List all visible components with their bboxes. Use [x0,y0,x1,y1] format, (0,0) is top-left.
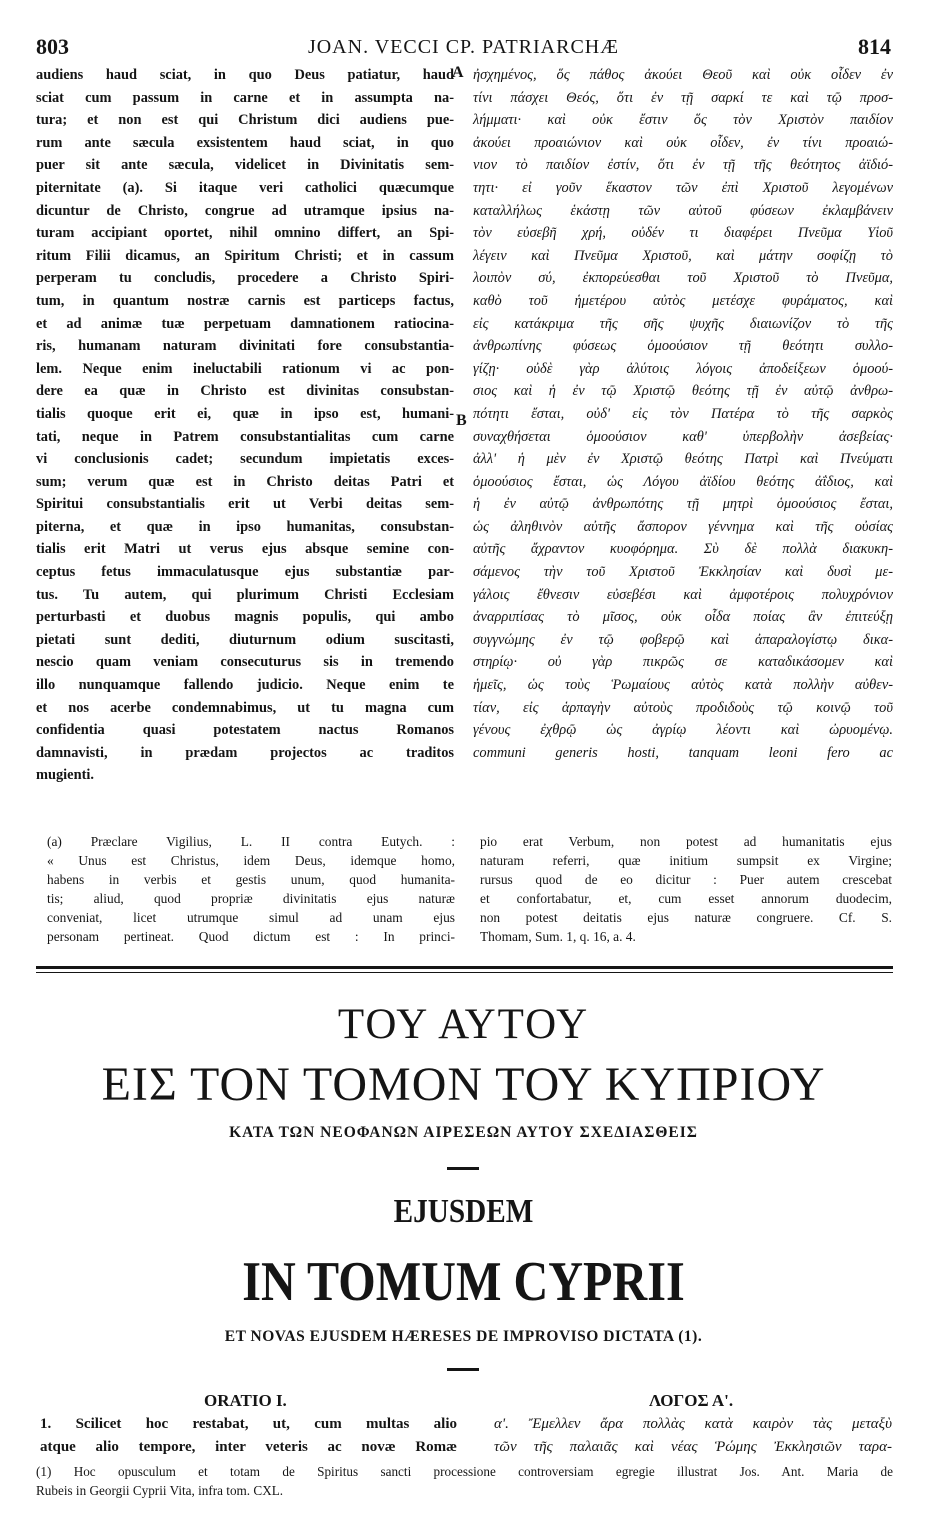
greek-text-line: ἀναρριπίσας τὸ μῖσος, οὐκ οἶδα ποίας ἂν ἐπιτεύξῃ [473,609,893,626]
greek-text-line: λήμματι· καὶ οὐκ ἔστιν ὅς τὸν Χριστὸν παιδίον [473,112,893,129]
latin-text-line: tura; et non est qui Christum dici audiens pue- [36,112,454,129]
latin-text-line: tati, neque in Patrem consubstantialitas cum carne [36,428,454,445]
latin-text-line: illo nunquamque fallendo judicio. Neque enim te [36,677,454,694]
greek-text-line: ἡμεῖς, ὡς τοὺς Ῥωμαίους αὐτὸς κατὰ πολλὴν αὐθεν- [473,677,893,694]
oratio-greek-line: τῶν τῆς παλαιᾶς καὶ νέας Ῥώμης Ἐκκλησιῶν ταρα- [494,1439,892,1455]
greek-text-line: λοιπὸν σύ, ἐκπορεύεσθαι τοῦ Χριστοῦ τὸ Πνεῦμα, [473,270,893,287]
latin-text-line: Spiritui consubstantialis erit ut Verbi deitas sem- [36,496,454,513]
greek-heading-line1: ΤΟΥ ΑΥΤΟΥ [337,1001,590,1048]
greek-text-line: ἀλλ' ἡ μὲν ἐν Χριστῷ θεότης Πατρὶ καὶ Πνεύματι [473,451,893,468]
latin-text-line: audiens haud sciat, in quo Deus patiatur, haud [36,67,454,83]
greek-heading-line3: ΚΑΤΑ ΤΩΝ ΝΕΟΦΑΝΩΝ ΑΙΡΕΣΕΩΝ ΑΥΤΟΥ ΣΧΕΔΙΑΣΘΕΙΣ [229,1124,698,1141]
latin-text-line: confidentia quasi potestatem nactus Romanos [36,722,454,739]
footnote-line: « Unus est Christus, idem Deus, idemque homo, [47,853,455,868]
section-rule-thick [36,966,893,969]
latin-text-line: rum ante sæcula exsistentem haud sciat, in quo [36,134,454,151]
greek-text-line: πότητι ἔσται, οὐδ' εἰς τὸν Πατέρα τὸ τῆς σαρκὸς [473,405,893,422]
greek-text-line: συναχθήσεται ὁμοούσιον καθ' ὑπερβολὴν ἀσεβείας· [473,428,893,445]
greek-text-line: ἡ ἐν αὐτῷ ἀνθρωπότης τῇ μητρὶ ὁμοούσιος ἔσται, [473,496,893,513]
latin-text-line: ceptus fetus immaculatusque ejus substantiæ par- [36,564,454,581]
greek-text-line: εἰς κατάκριμα τῆς σῆς ψυχῆς διαιωνίζον τὸ τῆς [473,315,893,332]
latin-text-line: damnavisti, in prædam projectos ac traditos [36,744,454,761]
latin-heading-line3: ET NOVAS EJUSDEM HÆRESES DE IMPROVISO DICTATA (1). [224,1328,703,1345]
latin-text-line: tum, in quantum nostræ carnis est particeps factus, [36,292,454,309]
oratio-latin-text [40,1413,457,1459]
heading-dash-2 [447,1368,479,1371]
heading-dash [447,1167,479,1170]
footnote-line: tis; aliud, quod propriæ divinitatis ejus naturæ [47,891,455,906]
latin-text-line: puer sit ante sæcula, videlicet in Divinitatis sem- [36,157,454,174]
latin-text-line: tialis quoque erit ei, quæ in ipso est, humani- [36,405,454,422]
running-title: JOAN. VECCI CP. PATRIARCHÆ [307,36,620,58]
greek-text-line: τίνι πάσχει Θεός, ὅτι ἐν τῇ σαρκί τε καὶ τῷ προσ- [473,89,893,106]
latin-text-line: lem. Neque enim ineluctabili rationum vi ac pon- [36,360,454,377]
greek-text-line: νιον τὸ παιδίον ἐστίν, ὅτι ἐν τῇ τῆς θεότητος ἀϊδιό- [473,157,893,174]
latin-text-line: ritum Filii dicamus, an Spiritum Christi; et in cassum [36,247,454,264]
oratio-greek-text [494,1413,892,1459]
greek-text-line: γίζῃ· οὐδὲ γὰρ ἀλύτοις λόγοις ἀποδείξεων ὁμοού- [473,360,893,377]
greek-text-line: καταλλήλως ἑκάστῃ τῶν αὐτοῦ φύσεων ἐκλαμβάνειν [473,202,893,219]
latin-text-line: dere ea quæ in Christo est divinitas consubstan- [36,383,454,400]
greek-text-line: τίαν, εἰς ἁρπαγὴν αὐτοὺς προδιδοὺς τῷ κοινῷ τοῦ [473,699,893,716]
greek-text-line: σάμενος τὴν τοῦ Χριστοῦ Ἐκκλησίαν καὶ δυσὶ με- [473,564,893,581]
latin-text-line: nescio quam veniam consecuturus sis in tremendo [36,654,454,671]
greek-text-line: στηρίῳ· οὐ γὰρ πικρῶς σε καταδικάσομεν καὶ [473,654,893,671]
footnote-line: (a) Præclare Vigilius, L. II contra Eutych. : [47,834,455,849]
oratio-latin-line: 1. Scilicet hoc restabat, ut, cum multas alio [40,1416,457,1432]
latin-heading-line2: IN TOMUM CYPRII [242,1251,685,1313]
greek-text-line: αὐτῆς ἄχραντον κυοφόρημα. Σὺ δὲ πολλὰ διακυκη- [473,541,893,558]
footnote-line: Thomam, Sum. 1, q. 16, a. 4. [480,929,636,944]
page-number-left: 803 [36,34,69,59]
footnote-line: habens in verbis et gestis unum, quod humanita- [47,872,455,887]
footnote-left-column [47,832,455,946]
latin-text-line: pietati sunt dediti, diuturnum odium suscitasti, [36,631,454,648]
greek-text-line: ἀνθρωπίνης φύσεως ὁμοούσιον τῇ θεότητι συλλο- [473,338,893,355]
greek-text-line: ἀκούει προαιώνιον καὶ οὐκ οἶδεν, ἐν τίνι προαιώ- [473,134,893,151]
bottom-footnote-line: (1) Hoc opusculum et totam de Spiritus sancti processione controversiam egregie illustrat Jos. Ant. Maria de [36,1464,893,1479]
footnote-line: conveniat, licet utrumque simul ad unam ejus [47,910,455,925]
latin-text-column [36,64,454,787]
footnote-line: personam pertineat. Quod dictum est : In princi- [47,929,455,944]
greek-text-line: τητι· εἰ γοῦν ἕκαστον τῶν ἐπὶ Χριστοῦ λεγομένων [473,179,893,196]
latin-text-line: mugienti. [36,767,94,784]
margin-letter-a: A [452,64,464,81]
greek-heading-line2: ΕΙΣ ΤΟΝ ΤΟΜΟΝ ΤΟΥ ΚΥΠΡΙΟΥ [101,1058,826,1111]
greek-text-line: λέγειν καὶ Πνεῦμα Χριστοῦ, καὶ μάτην σοφίζῃ τὸ [473,247,893,264]
latin-text-line: vi conclusionis cadet; secundum impietatis exces- [36,451,454,468]
latin-text-line: ris, humanam naturam divinitati fore consubstantia- [36,338,454,355]
latin-text-line: turam accipiant oportet, nihil omnino differt, an Spi- [36,225,454,242]
greek-text-line: γάλοις ἔθνεσιν εὐσεβέσι καὶ ἀμφοτέροις πολυχρόνιον [473,586,893,603]
greek-text-line: ὡς ἀληθινὸν αὐτῆς ἄσπορον γέννημα καὶ τῆς οὐσίας [473,518,893,535]
latin-text-line: et nos acerbe condemnabimus, ut tu magna cum [36,699,454,716]
latin-text-line: et ad animæ tuæ perpetuam damnationem ratiocina- [36,315,454,332]
latin-text-line: perturbasti et duobus magnis populis, qui ambo [36,609,454,626]
footnote-line: naturam referri, quæ initium sumpsit ex Virgine; [480,853,892,868]
margin-letter-b: B [456,412,467,429]
latin-heading-line1: EJUSDEM [393,1193,534,1230]
footnote-right-column [480,832,892,946]
greek-text-line: ἠσχημένος, ὅς πάθος ἀκούει Θεοῦ καὶ οὐκ οἶδεν ἐν [473,67,893,83]
latin-text-line: tialis erit Matri ut verus ejus absque semine con- [36,541,454,558]
latin-text-line: perperam tu concludis, procedere a Christo Spiri- [36,270,454,287]
greek-text-column [473,64,893,764]
footnote-line: pio erat Verbum, non potest ad humanitatis ejus [480,834,892,849]
footnote-line: et confortabatur, et, cum esset annorum duodecim, [480,891,892,906]
greek-text-line: communi generis hosti, tanquam leoni fero ac [473,744,893,761]
oratio-latin-line: atque alio tempore, inter veteris ac novæ Romæ [40,1439,457,1455]
section-rule-thin [36,972,893,973]
greek-text-line: ὁμοούσιος ἔσται, ὡς Λόγου ἀϊδίου θεότης ἀΐδιος, καὶ [473,473,893,490]
oratio-greek-title: ΛΟΓΟΣ Α'. [649,1391,734,1410]
greek-text-line: σιος καὶ ἡ ἐν τῷ Χριστῷ θεότης τῇ ἐν αὐτῷ ἀνθρω- [473,383,893,400]
bottom-footnote-line: Rubeis in Georgii Cyprii Vita, infra tom. CXL. [36,1483,284,1498]
footnote-line: non potest deitatis ejus naturæ congruere. Cf. S. [480,910,892,925]
greek-text-line: γένους ἐχθρῷ ὡς ἀγρίῳ λέοντι καὶ ὠρυομένῳ. [473,722,893,739]
greek-text-line: συγγνώμης ἐν τῷ φοβερῷ καὶ ἀπαραλογίστῳ δικα- [473,631,893,648]
latin-text-line: piternitate (a). Si itaque veri catholici quæcumque [36,179,454,196]
footnote-line: rursus quod de eo dicitur : Puer autem crescebat [480,872,892,887]
latin-text-line: piterna, et quæ in ipso humanitas, consubstan- [36,518,454,535]
greek-text-line: τὸν εὐσεβῆ χρή, οὐδέν τι διαφέρει Πνεῦμα Υἱοῦ [473,225,893,242]
oratio-greek-line: α'. Ἔμελλεν ἄρα πολλὰς κατὰ καιρὸν τὰς μεταξὺ [494,1416,892,1432]
latin-text-line: sciat cum passum in carne et in assumpta na- [36,89,454,106]
oratio-latin-title: ORATIO I. [204,1391,287,1410]
bottom-footnote [36,1462,893,1500]
greek-text-line: καθὸ τοῦ ἡμετέρου αὐτὸς μετέσχε φυράματος, καὶ [473,292,893,309]
latin-text-line: dicuntur de Christo, congrue ad utramque ipsius na- [36,202,454,219]
latin-text-line: sum; verum quæ est in Christo deitas Patri et [36,473,454,490]
running-head [36,34,891,62]
page-number-right: 814 [858,34,891,59]
latin-text-line: tus. Tu autem, qui plurimum Christi Ecclesiam [36,586,454,603]
